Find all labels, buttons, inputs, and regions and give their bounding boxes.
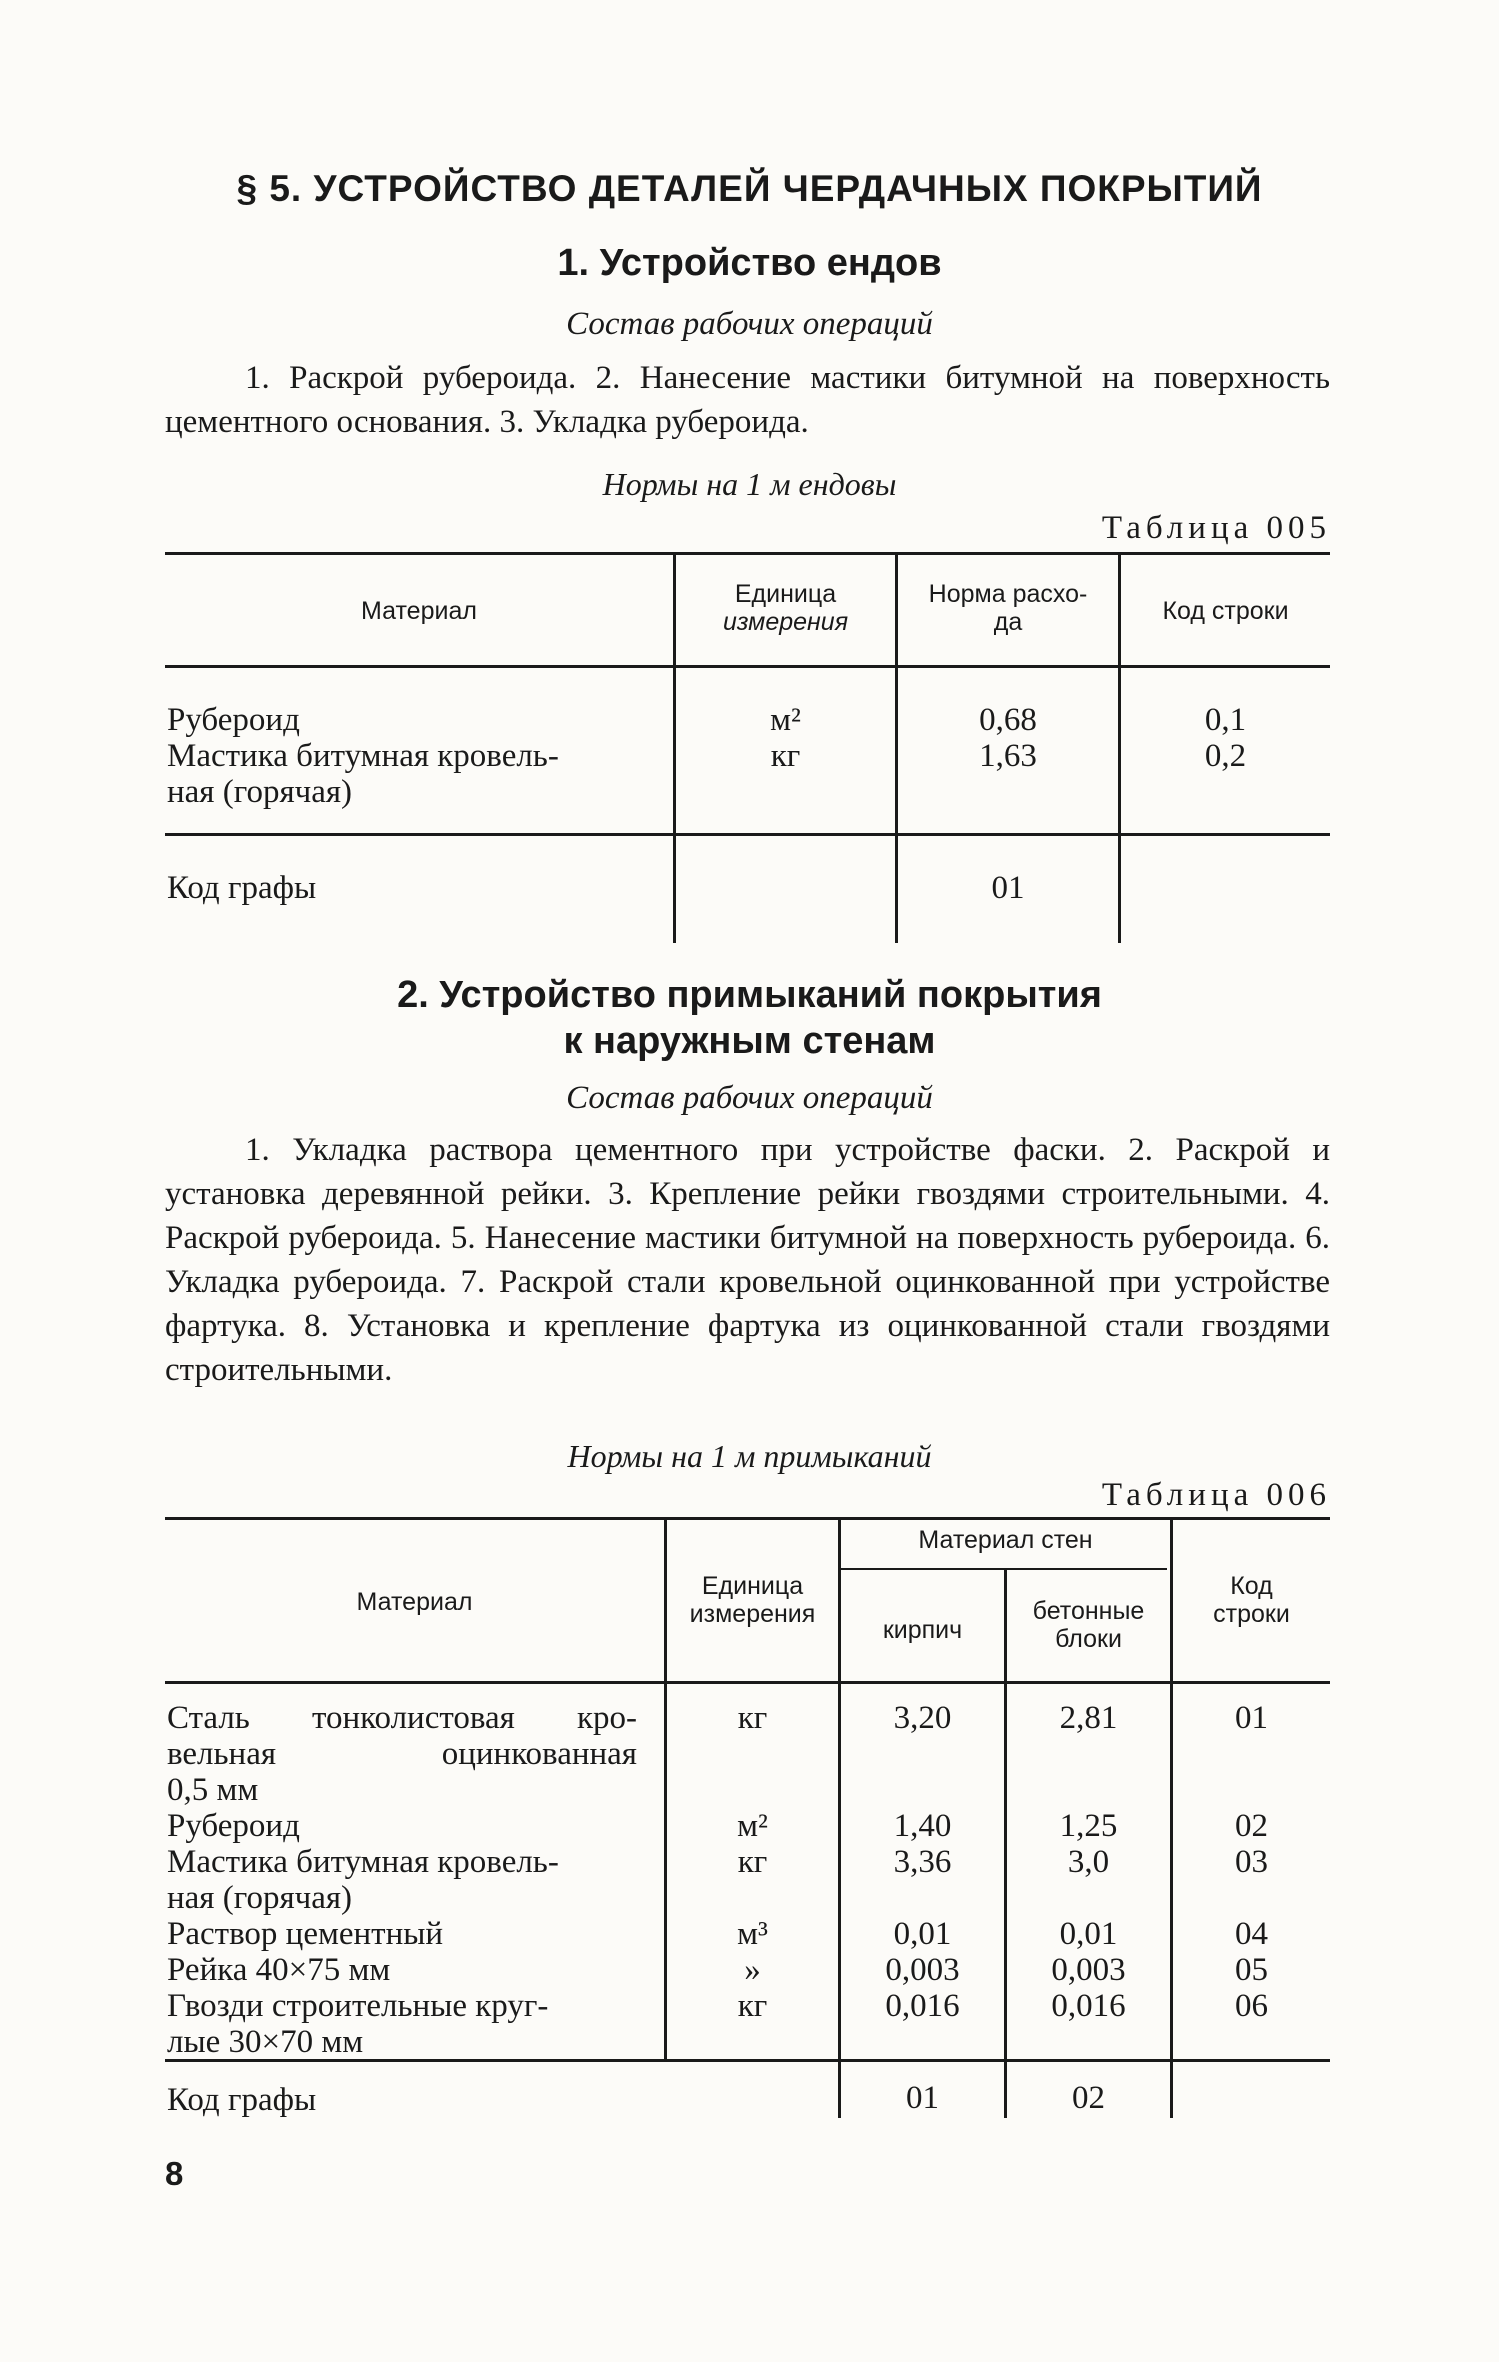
- part1-norms-title: Нормы на 1 м ендовы: [602, 466, 897, 502]
- row-material: Рубероид: [167, 1808, 300, 1844]
- header-material: Материал: [361, 597, 477, 625]
- row-material: Раствор цементный: [167, 1916, 444, 1952]
- header-material: Материал: [356, 1588, 473, 1616]
- row-material: Гвозди строительные круг- лые 30×70 мм: [167, 1988, 549, 2060]
- header-norm: Норма расхо- да: [928, 580, 1088, 636]
- row-blocks: 2,81: [1059, 1700, 1118, 1736]
- row-unit: м³: [737, 1916, 768, 1952]
- row-brick: 0,003: [885, 1952, 960, 1988]
- row-blocks: 3,0: [1067, 1844, 1110, 1880]
- row-unit: кг: [770, 738, 801, 774]
- row-code: 02: [1235, 1808, 1268, 1844]
- footer-label: Код графы: [167, 870, 317, 906]
- part1-title: 1. Устройство ендов: [557, 242, 942, 284]
- row-brick: 3,36: [893, 1844, 952, 1880]
- row-code: 05: [1235, 1952, 1268, 1988]
- row-brick: 0,01: [893, 1916, 952, 1952]
- table-006-caption: Таблица 006: [1101, 1477, 1331, 1513]
- row-unit: »: [744, 1952, 761, 1988]
- row-norm: 1,63: [979, 738, 1037, 774]
- row-blocks: 0,016: [1051, 1988, 1126, 2024]
- row-unit: кг: [737, 1844, 768, 1880]
- row-unit: кг: [737, 1988, 768, 2024]
- table-rule: [165, 665, 1330, 668]
- part1-ops-text: 1. Раскрой рубероида. 2. Нанесение мастики битумной на поверхность цементного основания. 3. Укладка рубероида.: [165, 360, 1330, 440]
- row-material: Рейка 40×75 мм: [167, 1952, 391, 1988]
- row-blocks: 0,01: [1059, 1916, 1118, 1952]
- header-brick: кирпич: [882, 1616, 963, 1644]
- row-blocks: 1,25: [1059, 1808, 1118, 1844]
- table-005-caption: Таблица 005: [1101, 510, 1331, 546]
- row-code: 01: [1235, 1700, 1268, 1736]
- footer-label: Код графы: [167, 2082, 317, 2118]
- row-material: Сталь тонколистовая кро- вельная оцинкованная 0,5 мм: [167, 1700, 637, 1808]
- row-norm: 0,68: [979, 702, 1037, 738]
- row-material: Мастика битумная кровель- ная (горячая): [167, 1844, 559, 1916]
- row-code: 06: [1235, 1988, 1268, 2024]
- row-brick: 3,20: [893, 1700, 952, 1736]
- header-unit: Единица измерения: [722, 580, 849, 636]
- table-rule: [165, 1517, 1330, 1520]
- row-material: Рубероид: [167, 702, 300, 738]
- footer-code: 01: [991, 870, 1025, 906]
- row-material: Мастика битумная кровель- ная (горячая): [167, 738, 559, 810]
- row-brick: 1,40: [893, 1808, 952, 1844]
- header-code: Код строки: [1162, 597, 1289, 625]
- table-rule: [165, 1681, 1330, 1684]
- part2-ops-title: Состав рабочих операций: [566, 1080, 933, 1116]
- part2-ops-text: 1. Укладка раствора цементного при устройстве фаски. 2. Раскрой и установка деревянной рейки. 3. Крепление рейки гвоздями строительными. 4. Раскрой рубероида. 5. Нанесение мастики битумной на поверхность рубероида. 6. Укладка рубероида. 7. Раскрой стали кровельной оцинкованной при устройстве фартука. 8. Установка и крепление фартука из оцинкованной стали гвоздями строительными.: [165, 1132, 1330, 1388]
- header-unit: Единица измерения: [689, 1572, 816, 1628]
- table-rule: [165, 833, 1330, 836]
- page-number: 8: [165, 2155, 184, 2192]
- footer-code-blocks: 02: [1072, 2080, 1105, 2116]
- row-unit: кг: [737, 1700, 768, 1736]
- row-code: 0,2: [1204, 738, 1247, 774]
- section-title: § 5. УСТРОЙСТВО ДЕТАЛЕЙ ЧЕРДАЧНЫХ ПОКРЫТИЙ: [236, 168, 1263, 209]
- part1-ops-title: Состав рабочих операций: [566, 306, 933, 342]
- part2-title: 2. Устройство примыканий покрытия к наружным стенам: [397, 974, 1102, 1062]
- header-wall-material: Материал стен: [918, 1526, 1093, 1554]
- row-unit: м²: [770, 702, 801, 738]
- row-code: 04: [1235, 1916, 1268, 1952]
- part2-norms-title: Нормы на 1 м примыканий: [567, 1438, 932, 1474]
- row-blocks: 0,003: [1051, 1952, 1126, 1988]
- footer-code-brick: 01: [906, 2080, 939, 2116]
- row-brick: 0,016: [885, 1988, 960, 2024]
- row-code: 03: [1235, 1844, 1268, 1880]
- header-code: Код строки: [1213, 1572, 1290, 1628]
- row-code: 0,1: [1204, 702, 1247, 738]
- header-blocks: бетонные блоки: [1032, 1597, 1145, 1653]
- row-unit: м²: [737, 1808, 768, 1844]
- table-rule: [165, 552, 1330, 555]
